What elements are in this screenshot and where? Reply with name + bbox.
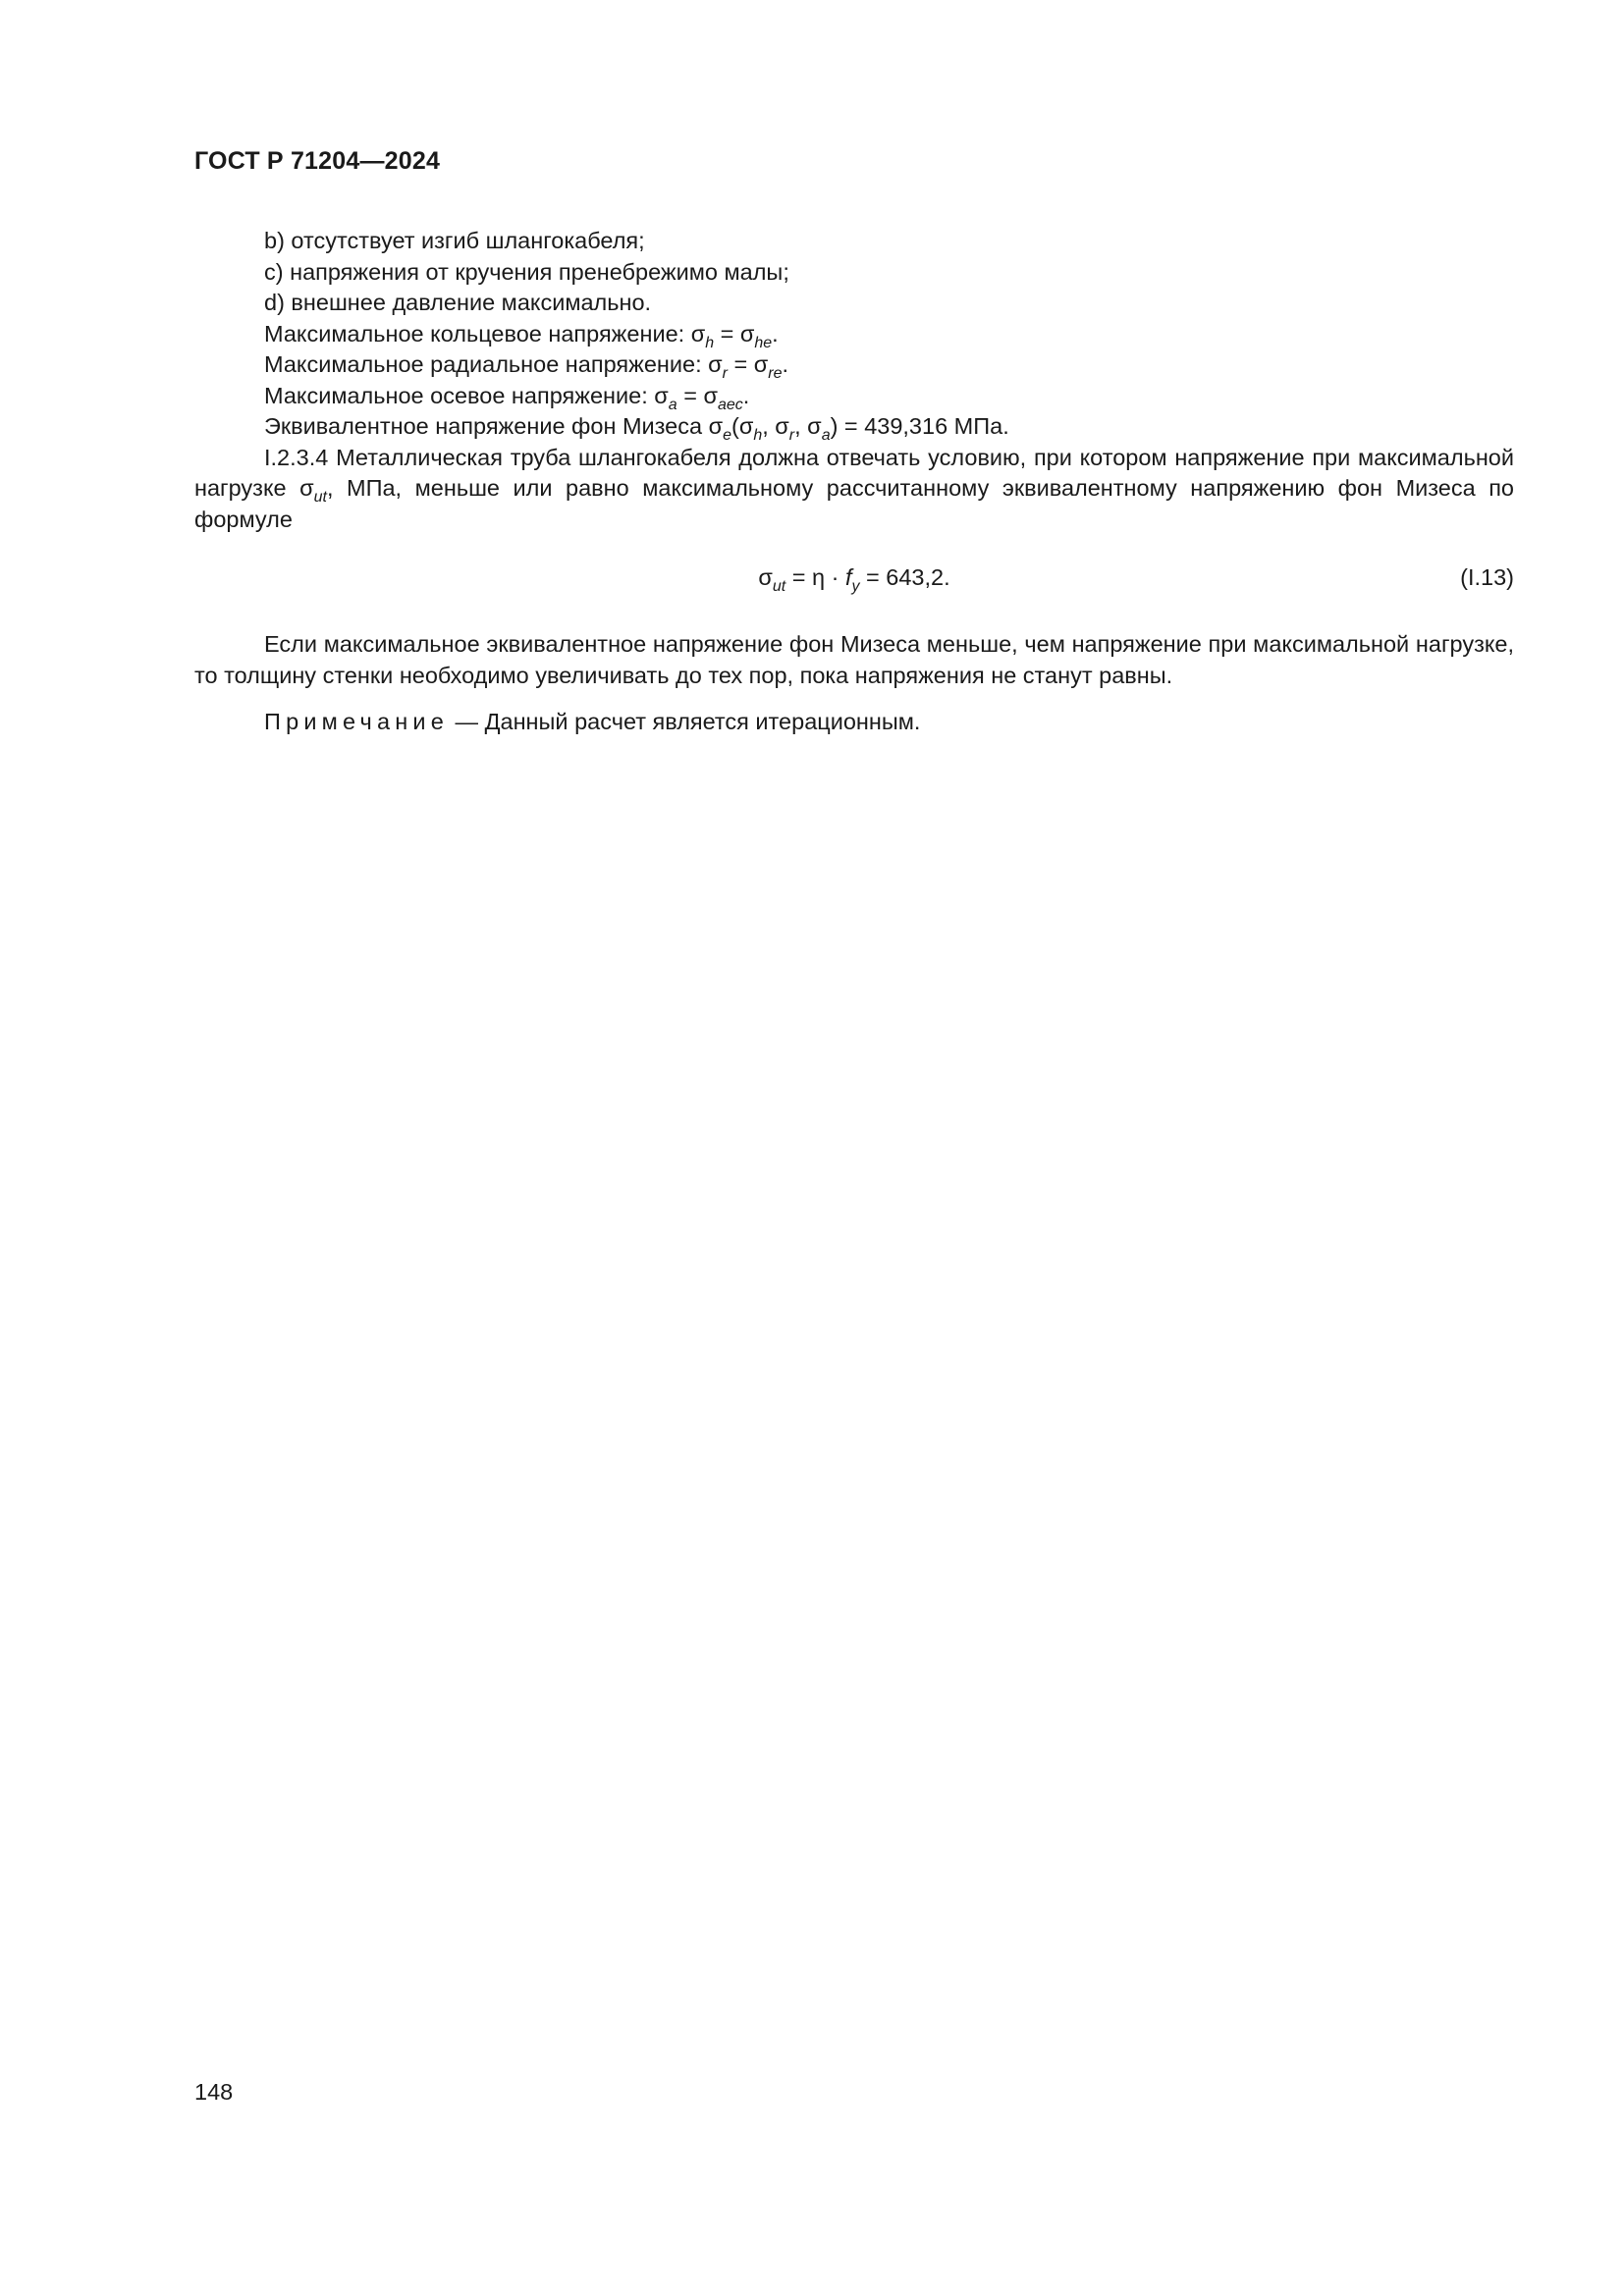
clause-text-after: , МПа, меньше или равно максимальному рассчитанному эквивалентному напряжению фон Мизеса по формуле — [194, 475, 1515, 532]
note-label: Примечание — [264, 709, 450, 734]
formula-rhs: = η · — [785, 564, 845, 590]
axial-stress-label: Максимальное осевое напряжение: — [264, 382, 655, 408]
vonmises-stress-value: = 439,316 МПа. — [838, 413, 1009, 439]
clause-paragraph: I.2.3.4 Металлическая труба шлангокабеля должна отвечать условию, при котором напряжение при максимальной нагрузке $\sigma_{ut}$, МПа, меньше или равно максимальному рассчитанному эквивалентному напряжению фон Мизеса по формуле — [194, 444, 1515, 532]
note-text: Данный расчет является итерационным. — [484, 709, 921, 734]
note-dash: — — [449, 709, 485, 734]
page-number: 148 — [194, 2079, 234, 2105]
formula-number: (I.13) — [1460, 564, 1514, 590]
note — [194, 707, 1514, 738]
hoop-stress-label: Максимальное кольцевое напряжение: — [264, 320, 691, 347]
list-item-c: c) напряжения от кручения пренебрежимо малы; — [264, 258, 789, 285]
list-item-b: b) отсутствует изгиб шлангокабеля; — [264, 228, 645, 253]
document-code: ГОСТ Р 71204—2024 — [194, 147, 441, 175]
formula-row — [194, 562, 1514, 602]
formula-value: = 643,2. — [859, 564, 950, 590]
condition-paragraph: Если максимальное эквивалентное напряжение фон Мизеса меньше, чем напряжение при максимальной нагрузке, то толщину стенки необходимо увеличивать до тех пор, пока напряжения не станут равны. — [194, 631, 1514, 688]
page-body — [194, 226, 1514, 738]
vonmises-stress-line: Эквивалентное напряжение фон Мизеса $\sigma_e(\sigma_h$, $\sigma_r$, $\sigma_a) = 439,316$ МПа. — [264, 413, 1009, 444]
list-item-d: d) внешнее давление максимально. — [264, 290, 652, 315]
clause-text-before: Металлическая труба шлангокабеля должна отвечать условию, при котором напряжение при максимальной нагрузке — [194, 444, 1514, 501]
hoop-stress-line: Максимальное кольцевое напряжение: $\sigma_h = \sigma_{he}$. — [264, 320, 779, 351]
vonmises-stress-label: Эквивалентное напряжение фон Мизеса — [264, 413, 709, 439]
radial-stress-line: Максимальное радиальное напряжение: $\sigma_r = \sigma_{re}$. — [264, 351, 789, 382]
formula: $\sigma_{ut} = \eta \cdot f_y = 643,2$. — [758, 564, 950, 595]
clause-number: I.2.3.4 — [264, 444, 329, 470]
radial-stress-label: Максимальное радиальное напряжение: — [264, 351, 709, 377]
axial-stress-line: Максимальное осевое напряжение: $\sigma_a = \sigma_{aec}$. — [264, 382, 750, 413]
